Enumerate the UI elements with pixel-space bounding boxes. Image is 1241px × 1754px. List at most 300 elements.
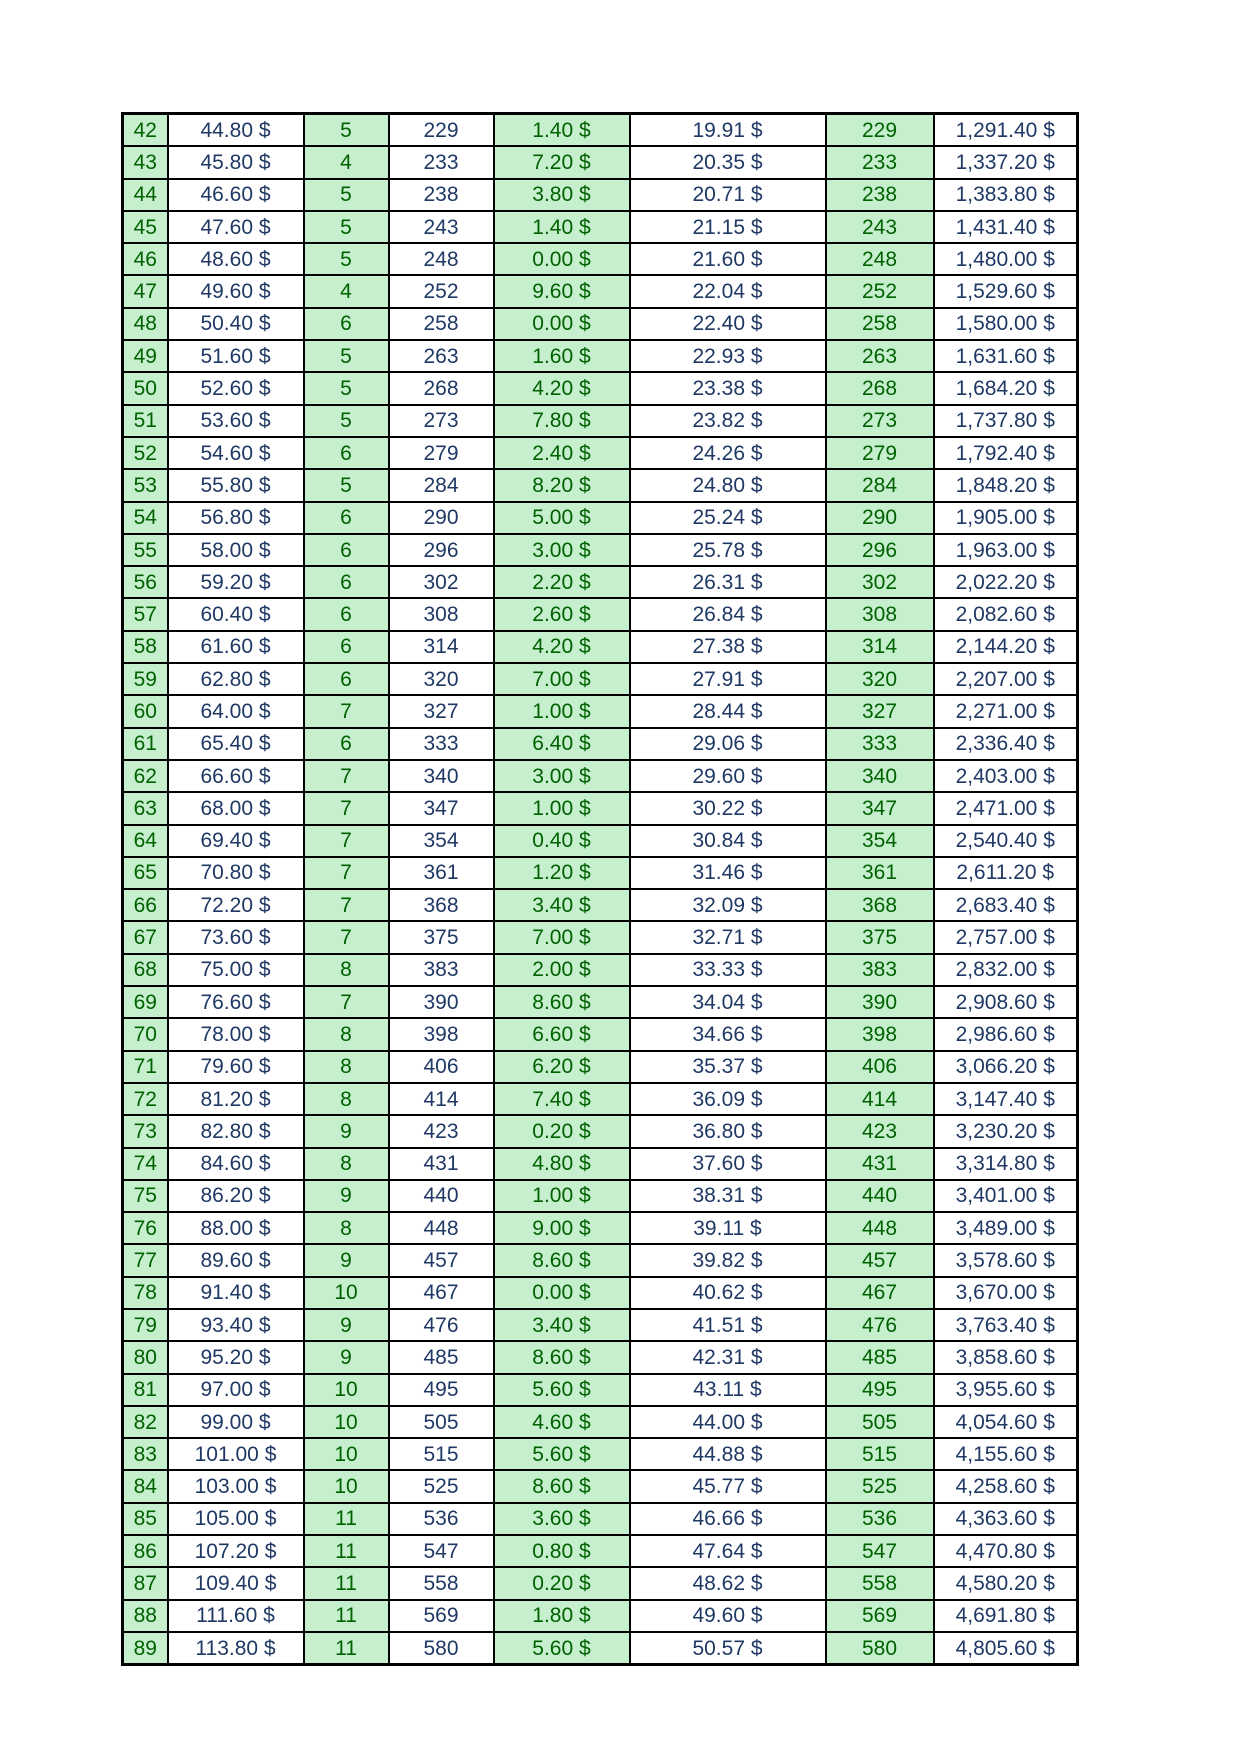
row-index-cell: 52 — [123, 437, 168, 469]
count-cell: 5 — [304, 211, 389, 243]
count-cell: 9 — [304, 1244, 389, 1276]
row-index-cell: 68 — [123, 954, 168, 986]
table-row — [123, 1051, 1078, 1083]
units-cell: 467 — [389, 1277, 494, 1309]
remainder-cell: 6.40 $ — [494, 728, 630, 760]
unit-value-cell: 44.88 $ — [630, 1438, 826, 1470]
table-row — [123, 1406, 1078, 1438]
remainder-cell: 2.60 $ — [494, 598, 630, 630]
count-cell: 9 — [304, 1309, 389, 1341]
remainder-cell: 0.20 $ — [494, 1567, 630, 1599]
running-total-cell: 2,757.00 $ — [934, 921, 1078, 953]
row-index-cell: 50 — [123, 372, 168, 404]
unit-value-cell: 22.93 $ — [630, 340, 826, 372]
running-total-cell: 2,082.60 $ — [934, 598, 1078, 630]
remainder-cell: 1.40 $ — [494, 114, 630, 147]
unit-value-cell: 30.84 $ — [630, 825, 826, 857]
remainder-cell: 6.60 $ — [494, 1018, 630, 1050]
unit-value-cell: 29.06 $ — [630, 728, 826, 760]
table-row — [123, 469, 1078, 501]
count-cell: 8 — [304, 954, 389, 986]
running-total-cell: 1,963.00 $ — [934, 534, 1078, 566]
row-index-cell: 51 — [123, 405, 168, 437]
unit-value-cell: 50.57 $ — [630, 1632, 826, 1665]
unit-value-cell: 24.80 $ — [630, 469, 826, 501]
units-cell: 314 — [389, 631, 494, 663]
table-row — [123, 211, 1078, 243]
row-index-cell: 69 — [123, 986, 168, 1018]
count-cell: 10 — [304, 1438, 389, 1470]
count-cell: 9 — [304, 1180, 389, 1212]
remainder-cell: 5.60 $ — [494, 1374, 630, 1406]
row-index-cell: 59 — [123, 663, 168, 695]
running-total-cell: 2,611.20 $ — [934, 857, 1078, 889]
units-cell: 485 — [389, 1341, 494, 1373]
remainder-cell: 5.00 $ — [494, 502, 630, 534]
unit-value-cell: 22.40 $ — [630, 308, 826, 340]
table-row — [123, 631, 1078, 663]
units-total-cell: 284 — [826, 469, 934, 501]
units-cell: 406 — [389, 1051, 494, 1083]
table-row — [123, 1470, 1078, 1502]
count-cell: 11 — [304, 1632, 389, 1665]
running-total-cell: 1,480.00 $ — [934, 243, 1078, 275]
unit-value-cell: 47.64 $ — [630, 1535, 826, 1567]
price-cell: 91.40 $ — [168, 1277, 304, 1309]
remainder-cell: 9.00 $ — [494, 1212, 630, 1244]
price-cell: 73.60 $ — [168, 921, 304, 953]
remainder-cell: 4.80 $ — [494, 1148, 630, 1180]
running-total-cell: 1,431.40 $ — [934, 211, 1078, 243]
remainder-cell: 1.00 $ — [494, 1180, 630, 1212]
table-row — [123, 243, 1078, 275]
table-row — [123, 179, 1078, 211]
row-index-cell: 78 — [123, 1277, 168, 1309]
table-row — [123, 954, 1078, 986]
row-index-cell: 71 — [123, 1051, 168, 1083]
remainder-cell: 1.40 $ — [494, 211, 630, 243]
count-cell: 5 — [304, 372, 389, 404]
unit-value-cell: 39.82 $ — [630, 1244, 826, 1276]
units-total-cell: 327 — [826, 695, 934, 727]
data-table — [121, 112, 1079, 1666]
price-cell: 84.60 $ — [168, 1148, 304, 1180]
unit-value-cell: 25.78 $ — [630, 534, 826, 566]
remainder-cell: 3.80 $ — [494, 179, 630, 211]
units-total-cell: 314 — [826, 631, 934, 663]
price-cell: 47.60 $ — [168, 211, 304, 243]
table-row — [123, 792, 1078, 824]
count-cell: 7 — [304, 792, 389, 824]
units-cell: 515 — [389, 1438, 494, 1470]
running-total-cell: 4,805.60 $ — [934, 1632, 1078, 1665]
remainder-cell: 0.80 $ — [494, 1535, 630, 1567]
price-cell: 99.00 $ — [168, 1406, 304, 1438]
price-cell: 59.20 $ — [168, 566, 304, 598]
price-cell: 86.20 $ — [168, 1180, 304, 1212]
count-cell: 4 — [304, 275, 389, 307]
count-cell: 7 — [304, 921, 389, 953]
units-total-cell: 558 — [826, 1567, 934, 1599]
count-cell: 6 — [304, 308, 389, 340]
count-cell: 11 — [304, 1567, 389, 1599]
remainder-cell: 1.00 $ — [494, 792, 630, 824]
running-total-cell: 3,401.00 $ — [934, 1180, 1078, 1212]
unit-value-cell: 35.37 $ — [630, 1051, 826, 1083]
running-total-cell: 3,230.20 $ — [934, 1115, 1078, 1147]
units-total-cell: 229 — [826, 114, 934, 147]
units-cell: 268 — [389, 372, 494, 404]
units-cell: 229 — [389, 114, 494, 147]
table-row — [123, 340, 1078, 372]
remainder-cell: 6.20 $ — [494, 1051, 630, 1083]
price-cell: 72.20 $ — [168, 889, 304, 921]
units-total-cell: 273 — [826, 405, 934, 437]
row-index-cell: 57 — [123, 598, 168, 630]
unit-value-cell: 45.77 $ — [630, 1470, 826, 1502]
row-index-cell: 47 — [123, 275, 168, 307]
row-index-cell: 85 — [123, 1503, 168, 1535]
running-total-cell: 2,271.00 $ — [934, 695, 1078, 727]
units-total-cell: 485 — [826, 1341, 934, 1373]
units-total-cell: 536 — [826, 1503, 934, 1535]
table-row — [123, 921, 1078, 953]
table-row — [123, 1180, 1078, 1212]
row-index-cell: 62 — [123, 760, 168, 792]
units-total-cell: 258 — [826, 308, 934, 340]
units-cell: 414 — [389, 1083, 494, 1115]
unit-value-cell: 21.60 $ — [630, 243, 826, 275]
table-row — [123, 1018, 1078, 1050]
unit-value-cell: 39.11 $ — [630, 1212, 826, 1244]
units-total-cell: 354 — [826, 825, 934, 857]
units-total-cell: 320 — [826, 663, 934, 695]
running-total-cell: 4,054.60 $ — [934, 1406, 1078, 1438]
remainder-cell: 3.40 $ — [494, 889, 630, 921]
remainder-cell: 7.40 $ — [494, 1083, 630, 1115]
table-row — [123, 695, 1078, 727]
units-cell: 243 — [389, 211, 494, 243]
running-total-cell: 2,832.00 $ — [934, 954, 1078, 986]
price-cell: 101.00 $ — [168, 1438, 304, 1470]
unit-value-cell: 23.38 $ — [630, 372, 826, 404]
units-cell: 505 — [389, 1406, 494, 1438]
units-total-cell: 361 — [826, 857, 934, 889]
running-total-cell: 1,684.20 $ — [934, 372, 1078, 404]
unit-value-cell: 23.82 $ — [630, 405, 826, 437]
price-cell: 113.80 $ — [168, 1632, 304, 1665]
remainder-cell: 5.60 $ — [494, 1632, 630, 1665]
price-cell: 75.00 $ — [168, 954, 304, 986]
unit-value-cell: 19.91 $ — [630, 114, 826, 147]
table-body — [123, 114, 1078, 1665]
count-cell: 7 — [304, 986, 389, 1018]
table-row — [123, 598, 1078, 630]
running-total-cell: 3,670.00 $ — [934, 1277, 1078, 1309]
units-total-cell: 495 — [826, 1374, 934, 1406]
unit-value-cell: 48.62 $ — [630, 1567, 826, 1599]
table-row — [123, 1148, 1078, 1180]
remainder-cell: 1.00 $ — [494, 695, 630, 727]
row-index-cell: 80 — [123, 1341, 168, 1373]
count-cell: 6 — [304, 598, 389, 630]
row-index-cell: 87 — [123, 1567, 168, 1599]
units-cell: 525 — [389, 1470, 494, 1502]
table-row — [123, 1503, 1078, 1535]
running-total-cell: 1,580.00 $ — [934, 308, 1078, 340]
units-total-cell: 340 — [826, 760, 934, 792]
running-total-cell: 1,337.20 $ — [934, 146, 1078, 178]
price-cell: 53.60 $ — [168, 405, 304, 437]
table-row — [123, 825, 1078, 857]
count-cell: 11 — [304, 1535, 389, 1567]
units-total-cell: 375 — [826, 921, 934, 953]
count-cell: 5 — [304, 469, 389, 501]
row-index-cell: 74 — [123, 1148, 168, 1180]
units-cell: 248 — [389, 243, 494, 275]
units-total-cell: 390 — [826, 986, 934, 1018]
table-row — [123, 1567, 1078, 1599]
remainder-cell: 0.00 $ — [494, 243, 630, 275]
count-cell: 11 — [304, 1503, 389, 1535]
row-index-cell: 81 — [123, 1374, 168, 1406]
running-total-cell: 3,763.40 $ — [934, 1309, 1078, 1341]
remainder-cell: 0.00 $ — [494, 1277, 630, 1309]
remainder-cell: 9.60 $ — [494, 275, 630, 307]
price-cell: 62.80 $ — [168, 663, 304, 695]
units-cell: 308 — [389, 598, 494, 630]
units-cell: 296 — [389, 534, 494, 566]
running-total-cell: 3,489.00 $ — [934, 1212, 1078, 1244]
running-total-cell: 1,291.40 $ — [934, 114, 1078, 147]
row-index-cell: 86 — [123, 1535, 168, 1567]
unit-value-cell: 27.91 $ — [630, 663, 826, 695]
units-cell: 340 — [389, 760, 494, 792]
table-row — [123, 1632, 1078, 1665]
running-total-cell: 4,470.80 $ — [934, 1535, 1078, 1567]
row-index-cell: 56 — [123, 566, 168, 598]
count-cell: 10 — [304, 1374, 389, 1406]
table-row — [123, 1535, 1078, 1567]
units-total-cell: 431 — [826, 1148, 934, 1180]
table-row — [123, 889, 1078, 921]
running-total-cell: 4,155.60 $ — [934, 1438, 1078, 1470]
count-cell: 8 — [304, 1148, 389, 1180]
units-cell: 440 — [389, 1180, 494, 1212]
remainder-cell: 0.20 $ — [494, 1115, 630, 1147]
units-cell: 375 — [389, 921, 494, 953]
count-cell: 9 — [304, 1115, 389, 1147]
remainder-cell: 1.60 $ — [494, 340, 630, 372]
remainder-cell: 2.20 $ — [494, 566, 630, 598]
remainder-cell: 7.00 $ — [494, 921, 630, 953]
running-total-cell: 2,471.00 $ — [934, 792, 1078, 824]
price-cell: 81.20 $ — [168, 1083, 304, 1115]
remainder-cell: 3.60 $ — [494, 1503, 630, 1535]
unit-value-cell: 31.46 $ — [630, 857, 826, 889]
running-total-cell: 4,258.60 $ — [934, 1470, 1078, 1502]
units-total-cell: 448 — [826, 1212, 934, 1244]
units-total-cell: 547 — [826, 1535, 934, 1567]
table-row — [123, 372, 1078, 404]
unit-value-cell: 26.84 $ — [630, 598, 826, 630]
units-cell: 476 — [389, 1309, 494, 1341]
unit-value-cell: 30.22 $ — [630, 792, 826, 824]
running-total-cell: 2,336.40 $ — [934, 728, 1078, 760]
table-row — [123, 275, 1078, 307]
unit-value-cell: 24.26 $ — [630, 437, 826, 469]
units-cell: 284 — [389, 469, 494, 501]
count-cell: 7 — [304, 760, 389, 792]
row-index-cell: 49 — [123, 340, 168, 372]
count-cell: 8 — [304, 1051, 389, 1083]
running-total-cell: 4,363.60 $ — [934, 1503, 1078, 1535]
price-cell: 46.60 $ — [168, 179, 304, 211]
unit-value-cell: 36.09 $ — [630, 1083, 826, 1115]
table-row — [123, 437, 1078, 469]
count-cell: 9 — [304, 1341, 389, 1373]
row-index-cell: 75 — [123, 1180, 168, 1212]
units-cell: 279 — [389, 437, 494, 469]
units-cell: 383 — [389, 954, 494, 986]
unit-value-cell: 38.31 $ — [630, 1180, 826, 1212]
unit-value-cell: 20.35 $ — [630, 146, 826, 178]
unit-value-cell: 22.04 $ — [630, 275, 826, 307]
units-total-cell: 515 — [826, 1438, 934, 1470]
remainder-cell: 1.80 $ — [494, 1600, 630, 1632]
unit-value-cell: 34.66 $ — [630, 1018, 826, 1050]
units-cell: 273 — [389, 405, 494, 437]
price-cell: 82.80 $ — [168, 1115, 304, 1147]
units-cell: 290 — [389, 502, 494, 534]
table-row — [123, 1341, 1078, 1373]
row-index-cell: 88 — [123, 1600, 168, 1632]
running-total-cell: 1,383.80 $ — [934, 179, 1078, 211]
units-total-cell: 440 — [826, 1180, 934, 1212]
running-total-cell: 1,631.60 $ — [934, 340, 1078, 372]
units-cell: 258 — [389, 308, 494, 340]
remainder-cell: 7.80 $ — [494, 405, 630, 437]
units-cell: 347 — [389, 792, 494, 824]
remainder-cell: 3.40 $ — [494, 1309, 630, 1341]
price-cell: 54.60 $ — [168, 437, 304, 469]
units-total-cell: 406 — [826, 1051, 934, 1083]
unit-value-cell: 32.09 $ — [630, 889, 826, 921]
row-index-cell: 67 — [123, 921, 168, 953]
row-index-cell: 48 — [123, 308, 168, 340]
remainder-cell: 8.60 $ — [494, 1470, 630, 1502]
unit-value-cell: 21.15 $ — [630, 211, 826, 243]
running-total-cell: 1,905.00 $ — [934, 502, 1078, 534]
units-cell: 536 — [389, 1503, 494, 1535]
units-total-cell: 308 — [826, 598, 934, 630]
price-cell: 48.60 $ — [168, 243, 304, 275]
table-row — [123, 760, 1078, 792]
count-cell: 7 — [304, 695, 389, 727]
unit-value-cell: 20.71 $ — [630, 179, 826, 211]
units-cell: 448 — [389, 1212, 494, 1244]
units-total-cell: 233 — [826, 146, 934, 178]
units-cell: 361 — [389, 857, 494, 889]
price-cell: 107.20 $ — [168, 1535, 304, 1567]
units-cell: 354 — [389, 825, 494, 857]
unit-value-cell: 26.31 $ — [630, 566, 826, 598]
unit-value-cell: 34.04 $ — [630, 986, 826, 1018]
price-cell: 105.00 $ — [168, 1503, 304, 1535]
price-cell: 109.40 $ — [168, 1567, 304, 1599]
count-cell: 6 — [304, 631, 389, 663]
table-row — [123, 1212, 1078, 1244]
price-cell: 88.00 $ — [168, 1212, 304, 1244]
running-total-cell: 2,144.20 $ — [934, 631, 1078, 663]
unit-value-cell: 46.66 $ — [630, 1503, 826, 1535]
price-cell: 70.80 $ — [168, 857, 304, 889]
running-total-cell: 2,683.40 $ — [934, 889, 1078, 921]
row-index-cell: 43 — [123, 146, 168, 178]
row-index-cell: 42 — [123, 114, 168, 147]
price-cell: 78.00 $ — [168, 1018, 304, 1050]
running-total-cell: 3,858.60 $ — [934, 1341, 1078, 1373]
remainder-cell: 2.00 $ — [494, 954, 630, 986]
row-index-cell: 73 — [123, 1115, 168, 1147]
row-index-cell: 60 — [123, 695, 168, 727]
units-total-cell: 252 — [826, 275, 934, 307]
row-index-cell: 77 — [123, 1244, 168, 1276]
count-cell: 6 — [304, 502, 389, 534]
running-total-cell: 1,792.40 $ — [934, 437, 1078, 469]
units-cell: 320 — [389, 663, 494, 695]
count-cell: 8 — [304, 1212, 389, 1244]
units-cell: 558 — [389, 1567, 494, 1599]
units-total-cell: 383 — [826, 954, 934, 986]
row-index-cell: 79 — [123, 1309, 168, 1341]
count-cell: 5 — [304, 114, 389, 147]
unit-value-cell: 28.44 $ — [630, 695, 826, 727]
row-index-cell: 66 — [123, 889, 168, 921]
count-cell: 10 — [304, 1470, 389, 1502]
units-total-cell: 368 — [826, 889, 934, 921]
running-total-cell: 4,691.80 $ — [934, 1600, 1078, 1632]
unit-value-cell: 37.60 $ — [630, 1148, 826, 1180]
count-cell: 6 — [304, 437, 389, 469]
count-cell: 7 — [304, 889, 389, 921]
running-total-cell: 3,147.40 $ — [934, 1083, 1078, 1115]
count-cell: 6 — [304, 663, 389, 695]
units-cell: 302 — [389, 566, 494, 598]
row-index-cell: 58 — [123, 631, 168, 663]
price-cell: 50.40 $ — [168, 308, 304, 340]
price-cell: 52.60 $ — [168, 372, 304, 404]
remainder-cell: 7.00 $ — [494, 663, 630, 695]
unit-value-cell: 42.31 $ — [630, 1341, 826, 1373]
price-cell: 95.20 $ — [168, 1341, 304, 1373]
units-cell: 580 — [389, 1632, 494, 1665]
remainder-cell: 8.20 $ — [494, 469, 630, 501]
running-total-cell: 1,737.80 $ — [934, 405, 1078, 437]
price-cell: 79.60 $ — [168, 1051, 304, 1083]
units-cell: 252 — [389, 275, 494, 307]
unit-value-cell: 44.00 $ — [630, 1406, 826, 1438]
row-index-cell: 46 — [123, 243, 168, 275]
row-index-cell: 65 — [123, 857, 168, 889]
remainder-cell: 3.00 $ — [494, 760, 630, 792]
count-cell: 7 — [304, 825, 389, 857]
units-cell: 495 — [389, 1374, 494, 1406]
table-row — [123, 146, 1078, 178]
running-total-cell: 2,908.60 $ — [934, 986, 1078, 1018]
unit-value-cell: 33.33 $ — [630, 954, 826, 986]
row-index-cell: 44 — [123, 179, 168, 211]
